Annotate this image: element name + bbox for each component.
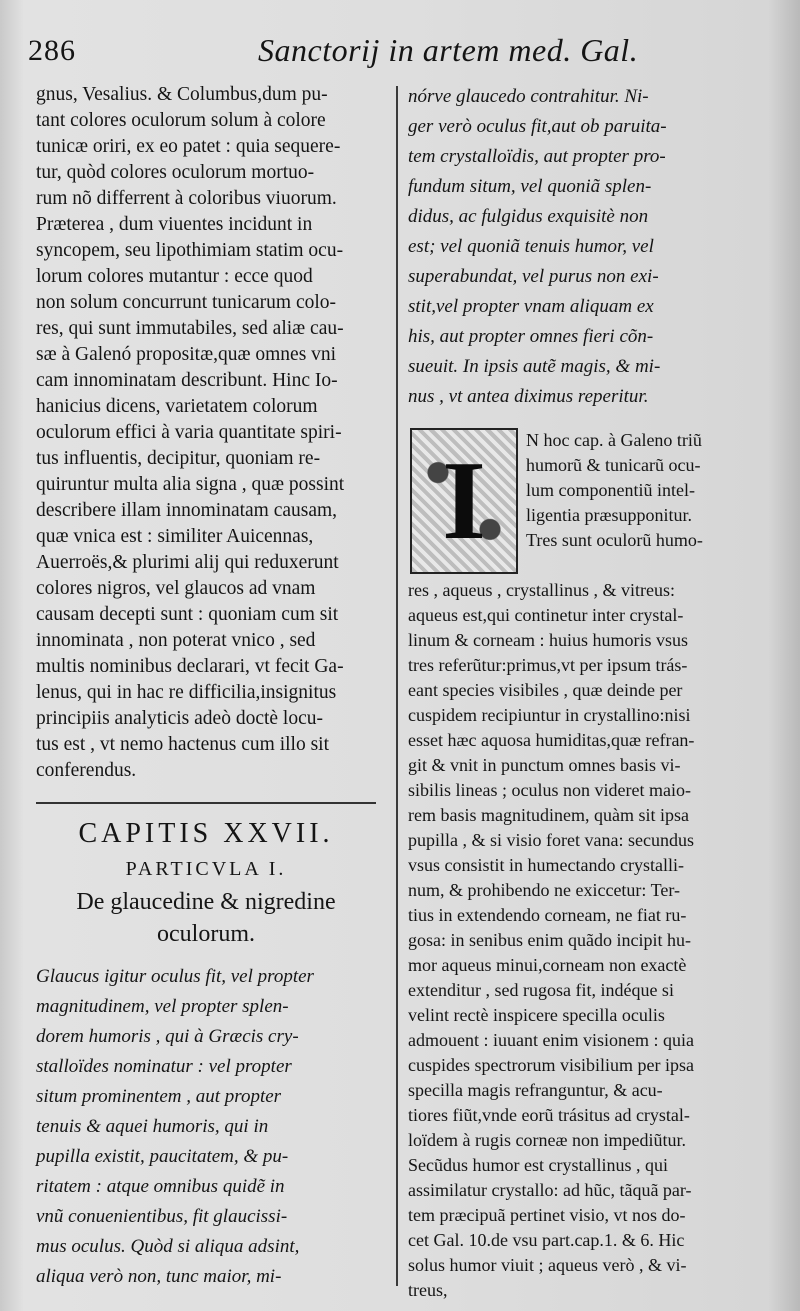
text-line: rum nõ differrent à coloribus viuorum.	[36, 188, 337, 209]
italic-line: his, aut propter omnes fieri cõn-	[408, 326, 654, 347]
left-italic-text	[36, 962, 386, 1292]
text-line: eant species visibiles , quæ deinde per	[408, 680, 683, 700]
text-line: assimilatur crystallo: ad hũc, tãquã par-	[408, 1180, 692, 1200]
text-line: gnus, Vesalius. & Columbus,dum pu-	[36, 84, 328, 105]
text-line: principiis analyticis adeò doctè locu-	[36, 708, 323, 729]
text-line: tius in extendendo corneam, ne fiat ru-	[408, 905, 687, 925]
text-line: res, qui sunt immutabiles, sed aliæ cau-	[36, 318, 344, 339]
chapter-title: CAPITIS XXVII.	[78, 818, 334, 849]
text-line: lenus, qui in hac re difficilia,insignitus	[36, 682, 337, 703]
text-line: num, & prohibendo ne exiccetur: Ter-	[408, 880, 680, 900]
text-line: tres referũtur:primus,vt per ipsum trás-	[408, 655, 688, 675]
italic-line: ger verò oculus fit,aut ob paruita-	[408, 116, 667, 137]
text-line: colores nigros, vel glaucos ad vnam	[36, 578, 316, 599]
italic-line: pupilla existit, paucitatem, & pu-	[36, 1146, 289, 1167]
text-line: hanicius dicens, varietatem colorum	[36, 396, 318, 417]
italic-line: superabundat, vel purus non exi-	[408, 266, 659, 287]
italic-line: dorem humoris , qui à Græcis cry-	[36, 1026, 299, 1047]
text-line: N hoc cap. à Galeno triũ	[526, 430, 702, 450]
text-line: specilla magis refranguntur, & acu-	[408, 1080, 663, 1100]
text-line: tus influentis, decipitur, quoniam re-	[36, 448, 321, 469]
text-line: extenditur , sed rugosa fit, indéque si	[408, 980, 674, 1000]
text-line: solus humor viuit ; aqueus verò , & vi-	[408, 1255, 687, 1275]
text-line: quiruntur multa alia signa , quæ possint	[36, 474, 345, 495]
text-line: tunicæ oriri, ex eo patet : quia sequere-	[36, 136, 341, 157]
text-line: Tres sunt oculorũ humo-	[526, 530, 703, 550]
text-line: gosa: in senibus enim quãdo incipit hu-	[408, 930, 691, 950]
right-italic-text	[408, 82, 770, 412]
text-line: cet Gal. 10.de vsu part.cap.1. & 6. Hic	[408, 1230, 685, 1250]
text-line: pupilla , & si visio foret vana: secundus	[408, 830, 694, 850]
text-line: non solum concurrunt tunicarum colo-	[36, 292, 337, 313]
text-line: treus,	[408, 1280, 448, 1300]
italic-line: ritatem : atque omnibus quidẽ in	[36, 1176, 285, 1197]
text-line: sibilis lineas ; oculus non videret maio-	[408, 780, 691, 800]
italic-line: situm prominentem , aut propter	[36, 1086, 282, 1107]
italic-line: Glaucus igitur oculus fit, vel propter	[36, 966, 314, 987]
text-line: tem præcipuã pertinet visio, vt nos do-	[408, 1205, 686, 1225]
heading-line: De glaucedine & nigredine	[76, 889, 336, 915]
initial-lines	[526, 428, 770, 553]
text-line: describere illam innominatam causam,	[36, 500, 338, 521]
drop-cap-letter: I	[442, 439, 486, 563]
text-line: velint rectè inspicere specilla oculis	[408, 1005, 665, 1025]
text-line: Præterea , dum viuentes incidunt in	[36, 214, 313, 235]
right-body-text	[408, 578, 770, 1303]
italic-line: tenuis & aquei humoris, qui in	[36, 1116, 269, 1137]
particle-heading: PARTICVLA I.	[125, 858, 287, 880]
italic-line: tem crystalloïdis, aut propter pro-	[408, 146, 666, 167]
italic-line: magnitudinem, vel propter splen-	[36, 996, 289, 1017]
text-line: tus est , vt nemo hactenus cum illo sit	[36, 734, 330, 755]
text-line: ligentia præsupponitur.	[526, 505, 692, 525]
page-number: 286	[28, 34, 76, 67]
text-line: esset hæc aquosa humiditas,quæ refran-	[408, 730, 695, 750]
italic-line: stalloïdes nominatur : vel propter	[36, 1056, 292, 1077]
text-line: quæ vnica est : similiter Auicennas,	[36, 526, 314, 547]
text-line: Secũdus humor est crystallinus , qui	[408, 1155, 668, 1175]
italic-line: nórve glaucedo contrahitur. Ni-	[408, 86, 649, 107]
text-line: cam innominatam describunt. Hinc Io-	[36, 370, 338, 391]
chapter-rule	[36, 802, 376, 804]
italic-line: mus oculus. Quòd si aliqua adsint,	[36, 1236, 300, 1257]
heading-line: oculorum.	[157, 921, 255, 947]
italic-line: nus , vt antea diximus reperitur.	[408, 386, 649, 407]
text-line: lum componentiũ intel-	[526, 480, 695, 500]
text-line: oculorum effici à varia quantitate spiri-	[36, 422, 342, 443]
text-line: tur, quòd colores oculorum mortuo-	[36, 162, 315, 183]
running-head: Sanctorij in artem med. Gal.	[258, 32, 639, 68]
text-line: innominata , non poterat vnico , sed	[36, 630, 316, 651]
text-line: mor aqueus minui,corneam non exactè	[408, 955, 687, 975]
text-line: multis nominibus declarari, vt fecit Ga-	[36, 656, 344, 677]
text-line: rem basis magnitudinem, quàm sit ipsa	[408, 805, 689, 825]
text-line: res , aqueus , crystallinus , & vitreus:	[408, 580, 675, 600]
decorated-initial	[410, 428, 518, 574]
italic-line: stit,vel propter vnam aliquam ex	[408, 296, 654, 317]
italic-line: sueuit. In ipsis autẽ magis, & mi-	[408, 356, 661, 377]
text-line: git & vnit in punctum omnes basis vi-	[408, 755, 681, 775]
text-line: humorũ & tunicarũ ocu-	[526, 455, 701, 475]
italic-line: vnũ conuenientibus, fit glaucissi-	[36, 1206, 288, 1227]
text-line: loïdem à rugis corneæ non impediũtur.	[408, 1130, 686, 1150]
text-line: tiores fiũt,vnde eorũ trásitus ad crystal-	[408, 1105, 690, 1125]
italic-line: est; vel quoniã tenuis humor, vel	[408, 236, 654, 257]
chapter-heading	[36, 886, 386, 950]
text-line: tant colores oculorum solum à colore	[36, 110, 326, 131]
text-line: lorum colores mutantur : ecce quod	[36, 266, 313, 287]
text-line: syncopem, seu lipothimiam statim ocu-	[36, 240, 344, 261]
column-divider	[396, 86, 398, 1286]
text-line: sæ à Galenó propositæ,quæ omnes vni	[36, 344, 337, 365]
left-column	[36, 82, 386, 1292]
text-line: causam decepti sunt : quoniam cum sit	[36, 604, 339, 625]
page-header	[28, 24, 788, 74]
right-column	[408, 82, 770, 1303]
text-line: linum & corneam : huius humoris vsus	[408, 630, 688, 650]
text-line: vsus consistit in humectando crystalli-	[408, 855, 684, 875]
italic-line: didus, ac fulgidus exquisitè non	[408, 206, 649, 227]
text-line: aqueus est,qui continetur inter crystal-	[408, 605, 684, 625]
text-line: Auerroës,& plurimi alij qui reduxerunt	[36, 552, 339, 573]
text-line: admouent : iuuant enim visionem : quia	[408, 1030, 694, 1050]
text-line: cuspides spectrorum visibilium per ipsa	[408, 1055, 694, 1075]
initial-block	[408, 428, 770, 578]
text-line: cuspidem recipiuntur in crystallino:nisi	[408, 705, 691, 725]
text-line: conferendus.	[36, 760, 137, 781]
italic-line: fundum situm, vel quoniã splen-	[408, 176, 652, 197]
left-body-text	[36, 82, 386, 784]
italic-line: aliqua verò non, tunc maior, mi-	[36, 1266, 282, 1287]
